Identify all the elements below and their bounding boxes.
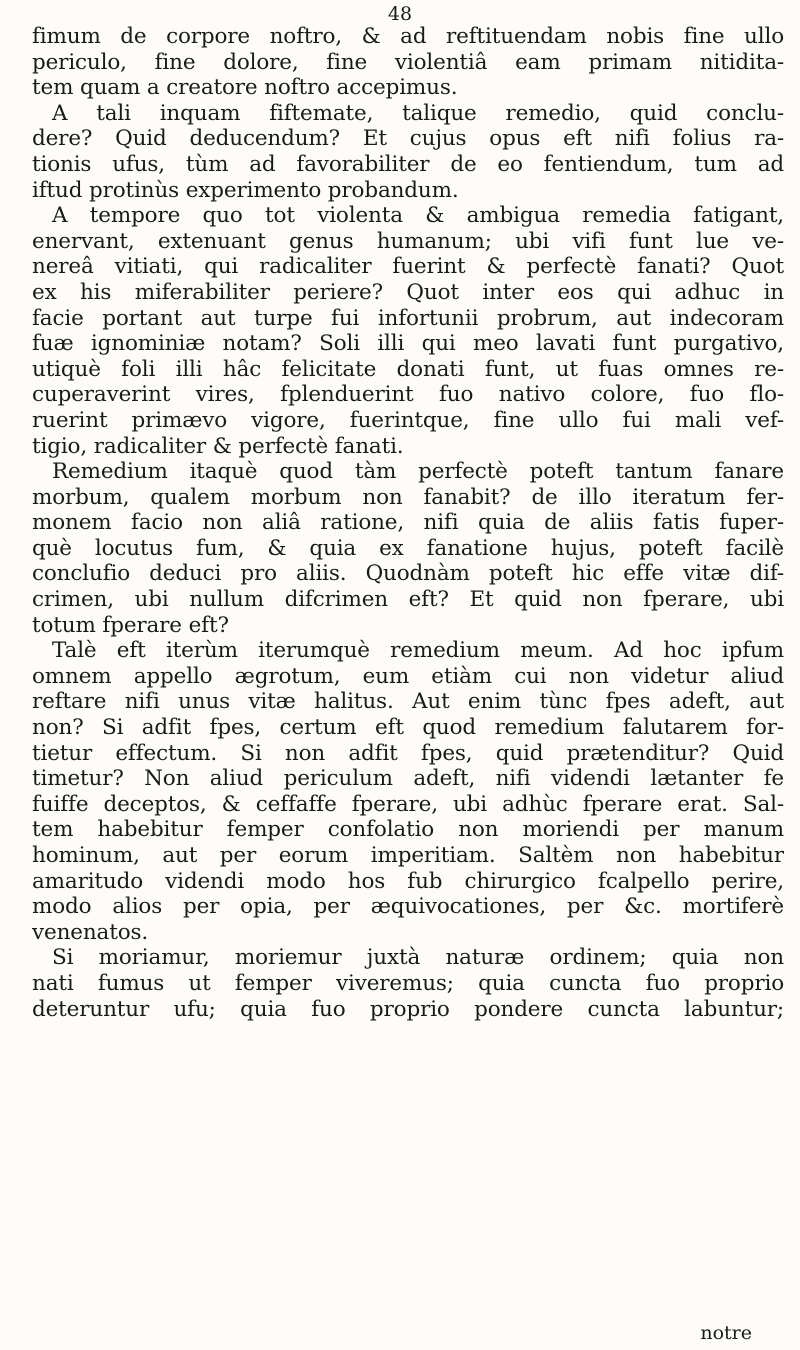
text-line: deteruntur ufu; quia fuo proprio pondere cuncta labuntur; xyxy=(32,996,784,1022)
text-line: conclufio deduci pro aliis. Quodnàm poteft hic effe vitæ dif- xyxy=(32,561,784,587)
body-text xyxy=(32,24,784,1022)
page-number: 48 xyxy=(387,3,413,25)
text-line: cuperaverint vires, fplenduerint fuo nativo colore, fuo flo- xyxy=(32,382,784,408)
text-line: tem habebitur femper confolatio non moriendi per manum xyxy=(32,817,784,843)
text-line: ruerint primævo vigore, fuerintque, fine ullo fui mali vef- xyxy=(32,407,784,433)
text-line: Remedium itaquè quod tàm perfectè poteft tantum fanare xyxy=(52,459,784,485)
text-line: hominum, aut per eorum imperitiam. Saltèm non habebitur xyxy=(32,843,784,868)
text-line: tem quam a creatore noftro accepimus. xyxy=(32,75,458,101)
text-line: crimen, ubi nullum difcrimen eft? Et quid non fperare, ubi xyxy=(32,587,784,613)
text-line: totum fperare eft? xyxy=(32,612,229,638)
text-line: periculo, fine dolore, fine violentiâ eam primam nitidita- xyxy=(32,49,784,75)
catchword: notre xyxy=(700,1322,752,1344)
text-line: tietur effectum. Si non adfit fpes, quid prætenditur? Quid xyxy=(32,740,784,766)
text-line: timetur? Non aliud periculum adeft, nifi videndi lætanter fe xyxy=(32,766,784,792)
text-line: ex his miferabiliter periere? Quot inter eos qui adhuc in xyxy=(32,279,784,305)
text-line: nati fumus ut femper viveremus; quia cuncta fuo proprio xyxy=(32,970,784,996)
text-line: omnem appello ægrotum, eum etiàm cui non videtur aliud xyxy=(32,663,784,689)
text-line: utiquè foli illi hâc felicitate donati funt, ut fuas omnes re- xyxy=(32,356,784,382)
text-line: modo alios per opia, per æquivocationes, per &c. mortiferè xyxy=(32,894,784,920)
text-line: Si moriamur, moriemur juxtà naturæ ordinem; quia non xyxy=(52,945,784,971)
text-line: iftud protinùs experimento probandum. xyxy=(32,177,459,203)
text-line: facie portant aut turpe fui infortunii probrum, aut indecoram xyxy=(32,305,784,331)
text-line: venenatos. xyxy=(32,919,149,945)
text-line: fimum de corpore noftro, & ad reftituendam nobis fine ullo xyxy=(32,24,784,49)
text-line: tionis ufus, tùm ad favorabiliter de eo fentiendum, tum ad xyxy=(32,151,784,177)
text-line: monem facio non aliâ ratione, nifi quia de aliis fatis fuper- xyxy=(32,510,784,536)
text-line: fuæ ignominiæ notam? Soli illi qui meo lavati funt purgativo, xyxy=(32,331,784,357)
text-line: A tali inquam fiftemate, talique remedio, quid conclu- xyxy=(52,100,784,126)
text-line: morbum, qualem morbum non fanabit? de illo iteratum fer- xyxy=(32,484,784,510)
text-line: A tempore quo tot violenta & ambigua remedia fatigant, xyxy=(52,203,784,229)
text-line: non? Si adfit fpes, certum eft quod remedium falutarem for- xyxy=(32,715,784,741)
text-line: amaritudo videndi modo hos fub chirurgico fcalpello perire, xyxy=(32,868,784,894)
text-line: reftare nifi unus vitæ halitus. Aut enim tùnc fpes adeft, aut xyxy=(32,689,784,715)
text-line: Talè eft iterùm iterumquè remedium meum. Ad hoc ipfum xyxy=(52,638,784,664)
text-line: nereâ vitiati, qui radicaliter fuerint & perfectè fanati? Quot xyxy=(32,254,784,280)
text-line: tigio, radicaliter & perfectè fanati. xyxy=(32,433,404,459)
text-line: dere? Quid deducendum? Et cujus opus eft nifi folius ra- xyxy=(32,126,784,152)
text-line: fuiffe deceptos, & ceffaffe fperare, ubi adhùc fperare erat. Sal- xyxy=(32,791,784,817)
text-line: què locutus fum, & quia ex fanatione hujus, poteft facilè xyxy=(32,535,784,561)
text-line: enervant, extenuant genus humanum; ubi vifi funt lue ve- xyxy=(32,228,784,254)
